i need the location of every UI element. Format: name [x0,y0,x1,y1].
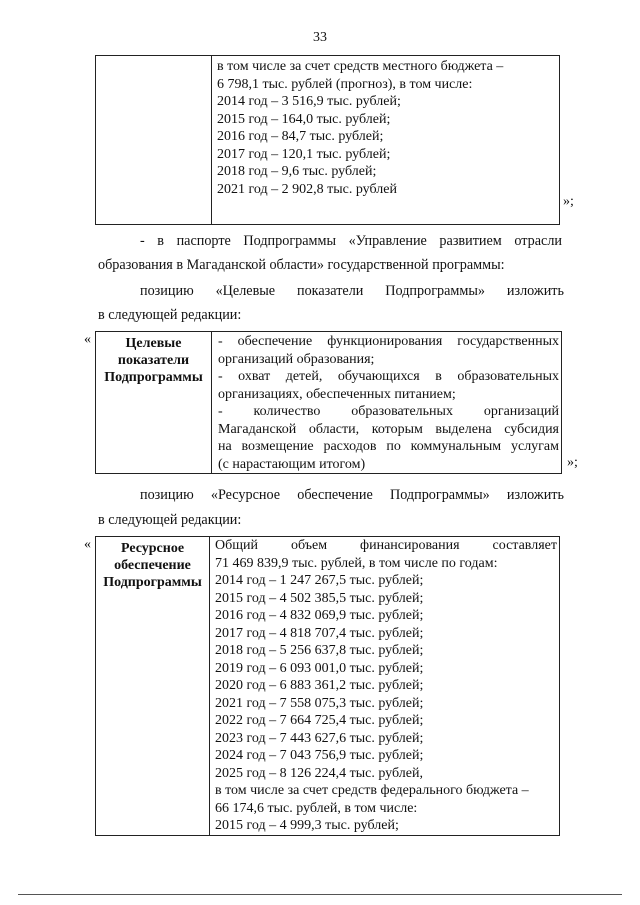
table-line: 2021 год – 7 558 075,3 тыс. рублей; [215,695,424,711]
table-line: 2014 год – 1 247 267,5 тыс. рублей; [215,573,424,588]
table-line: в том числе за счет средств местного бюджета – [217,59,504,74]
paragraph-line: в следующей редакции: [98,512,242,528]
word: обеспечение [297,487,373,503]
label-line: Подпрограммы [103,575,202,590]
table-line: 2015 год – 4 502 385,5 тыс. рублей; [215,590,424,606]
label-line: обеспечение [114,558,191,573]
table-line: - количество образовательных организаций [218,404,559,419]
table-line: организациях, обеспеченных питанием; [218,386,456,402]
table-line: 2016 год – 4 832 069,9 тыс. рублей; [215,608,424,623]
table-line: 2014 год – 3 516,9 тыс. рублей; [217,94,401,109]
table-line: на возмещение расходов по коммунальным услугам [218,439,559,454]
close-quote: »; [563,194,574,209]
table-line: 2016 год – 84,7 тыс. рублей; [217,129,384,144]
paragraph-line [140,487,564,504]
word: позицию [140,487,194,503]
table-line: Магаданской области, которым выделена субсидия [218,421,559,437]
table-local-budget [95,55,560,225]
table-line: 2015 год – 4 999,3 тыс. рублей; [215,818,399,833]
table-content-cell [212,332,562,474]
table-line: 2023 год – 7 443 627,6 тыс. рублей; [215,730,424,746]
close-quote: »; [567,455,578,470]
table-line: 2022 год – 7 664 725,4 тыс. рублей; [215,713,424,728]
table-label-cell-empty [96,56,212,225]
word: позицию [140,283,194,299]
word: «Целевые [215,283,276,299]
word: изложить [506,487,564,503]
table-content-cell [212,56,560,225]
label-line: Целевые [125,336,182,351]
table-line: 2018 год – 5 256 637,8 тыс. рублей; [215,643,424,658]
open-quote: « [84,537,91,552]
paragraph-line: в следующей редакции: [98,307,242,323]
table-line: 6 798,1 тыс. рублей (прогноз), в том числе: [217,76,473,92]
word: показатели [297,283,364,299]
label-line: Подпрограммы [104,370,203,385]
word: Подпрограммы» [389,487,490,503]
open-quote: « [84,332,91,347]
table-line: 2021 год – 2 902,8 тыс. рублей [217,181,397,197]
paragraph-line [140,283,564,300]
table-label-cell [96,332,212,474]
table-line: в том числе за счет средств федерального бюджета – [215,783,529,798]
word: Подпрограммы» [385,283,485,299]
table-line: 2020 год – 6 883 361,2 тыс. рублей; [215,678,424,693]
table-line: 2024 год – 7 043 756,9 тыс. рублей; [215,748,424,763]
table-line: (с нарастающим итогом) [218,456,366,472]
table-line: - обеспечение функционирования государственных [218,334,559,349]
word: изложить [506,283,564,299]
table-line: - охват детей, обучающихся в образовательных [218,369,559,384]
table-content-cell [210,537,560,836]
table-label-cell [96,537,210,836]
table-line: Общий объем финансирования составляет [215,538,557,553]
label-line: Ресурсное [120,541,185,556]
table-line: 2019 год – 6 093 001,0 тыс. рублей; [215,660,424,676]
label-line: показатели [117,353,190,368]
table-line: 71 469 839,9 тыс. рублей, в том числе по годам: [215,555,498,571]
table-resource-provision [95,536,560,836]
table-line: 2015 год – 164,0 тыс. рублей; [217,111,391,127]
word: «Ресурсное [210,487,281,503]
table-target-indicators [95,331,562,474]
table-line: 2017 год – 4 818 707,4 тыс. рублей; [215,625,424,641]
paragraph-line: образования в Магаданской области» государственной программы: [98,257,505,273]
table-line: 2017 год – 120,1 тыс. рублей; [217,146,391,162]
page-number: 33 [313,30,327,45]
paragraph-line: - в паспорте Подпрограммы «Управление развитием отрасли [140,233,562,249]
table-line: 2025 год – 8 126 224,4 тыс. рублей, [215,765,423,781]
table-line: организаций образования; [218,351,375,367]
bottom-divider [18,894,622,895]
table-line: 2018 год – 9,6 тыс. рублей; [217,164,377,179]
table-line: 66 174,6 тыс. рублей, в том числе: [215,800,418,816]
